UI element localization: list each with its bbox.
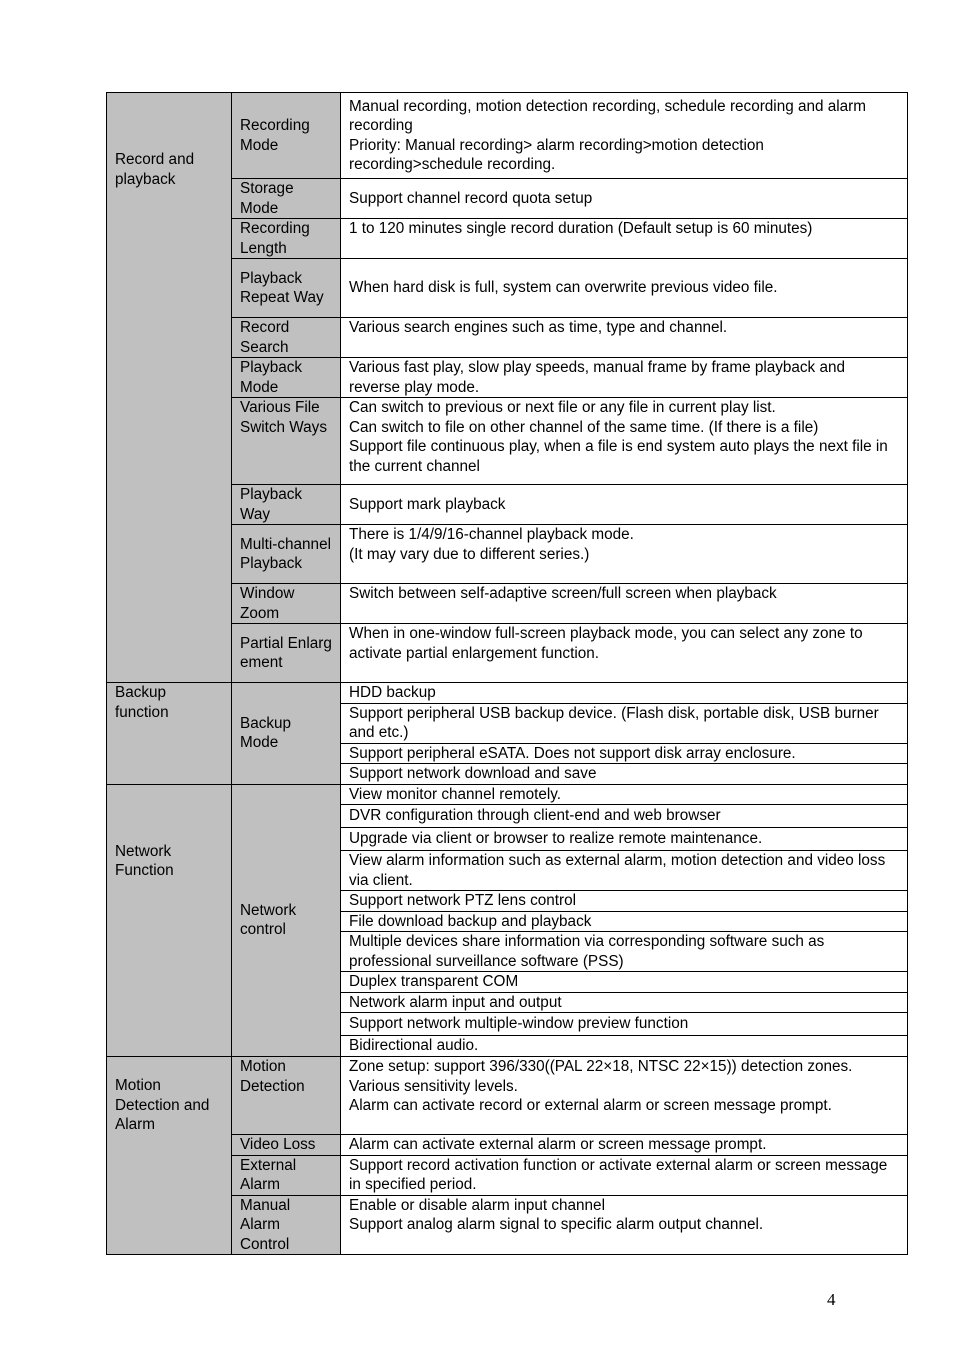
description-cell [341,1195,908,1255]
description-cell: Support network PTZ lens control [341,891,908,912]
description-cell: Support mark playback [341,485,908,525]
subcategory-cell: Network control [232,784,341,1057]
description-cell: 1 to 120 minutes single record duration (Default setup is 60 minutes) [341,219,908,259]
description-cell: Support network multiple-window preview function [341,1013,908,1036]
category-cell-motion-alarm: Motion Detection and Alarm [107,1057,232,1255]
feature-spec-table [106,92,908,1255]
description-line: (It may vary due to different series.) [349,545,590,563]
description-cell: When in one-window full-screen playback mode, you can select any zone to activate partial enlargement function. [341,624,908,683]
table-row [107,784,908,805]
description-cell [341,93,908,179]
subcategory-cell: Multi-channel Playback [232,525,341,584]
category-cell-backup: Backup function [107,683,232,785]
description-line: Support file continuous play, when a file is end system auto plays the next file in the current channel [349,438,888,475]
subcategory-cell: Recording Length [232,219,341,259]
subcategory-cell: Playback Mode [232,358,341,398]
subcategory-cell: Window Zoom [232,584,341,624]
description-line: Enable or disable alarm input channel [349,1196,605,1214]
subcategory-cell: External Alarm [232,1155,341,1195]
subcategory-cell: Manual Alarm Control [232,1195,341,1255]
description-cell: When hard disk is full, system can overwrite previous video file. [341,259,908,318]
description-line: Manual recording, motion detection recording, schedule recording and alarm recording [349,97,866,134]
description-cell [341,1057,908,1135]
description-cell: Duplex transparent COM [341,972,908,993]
description-line: Zone setup: support 396/330((PAL 22×18, NTSC 22×15)) detection zones. [349,1058,853,1075]
table-row [107,1057,908,1135]
description-cell: Support channel record quota setup [341,179,908,219]
description-cell: HDD backup [341,683,908,704]
table-row [107,93,908,179]
subcategory-cell: Backup Mode [232,683,341,785]
description-line: Various sensitivity levels. [349,1077,518,1095]
subcategory-cell: Record Search [232,318,341,358]
description-cell [341,525,908,584]
description-line: There is 1/4/9/16-channel playback mode. [349,526,634,543]
description-cell: Support peripheral USB backup device. (Flash disk, portable disk, USB burner and etc.) [341,703,908,743]
description-cell: View monitor channel remotely. [341,784,908,805]
description-cell [341,398,908,485]
subcategory-cell: Partial Enlargement [232,624,341,683]
description-line: Priority: Manual recording> alarm recording>motion detection recording>schedule recording. [349,136,764,173]
subcategory-cell: Video Loss [232,1135,341,1156]
subcategory-cell: Playback Repeat Way [232,259,341,318]
description-cell: Various search engines such as time, type and channel. [341,318,908,358]
description-cell: Support peripheral eSATA. Does not support disk array enclosure. [341,743,908,764]
description-cell: Switch between self-adaptive screen/full screen when playback [341,584,908,624]
subcategory-cell: Storage Mode [232,179,341,219]
category-cell-network: Network Function [107,784,232,1057]
description-cell: View alarm information such as external alarm, motion detection and video loss via client. [341,851,908,891]
description-cell: Upgrade via client or browser to realize remote maintenance. [341,828,908,851]
table-row [107,683,908,704]
description-line: Can switch to previous or next file or any file in current play list. [349,399,776,416]
description-cell: DVR configuration through client-end and web browser [341,805,908,828]
description-cell: Multiple devices share information via corresponding software such as professional surveillance software (PSS) [341,932,908,972]
category-cell-record-playback: Record and playback [107,93,232,683]
description-cell: Alarm can activate external alarm or screen message prompt. [341,1135,908,1156]
subcategory-cell: Motion Detection [232,1057,341,1135]
page-number: 4 [827,1290,836,1309]
description-cell [341,358,908,398]
description-line: Support analog alarm signal to specific alarm output channel. [349,1216,764,1233]
subcategory-cell: Recording Mode [232,93,341,179]
description-cell: Support network download and save [341,764,908,785]
description-line: Various fast play, slow play speeds, manual frame by frame playback and reverse play mode. [349,359,845,396]
subcategory-cell: Various File Switch Ways [232,398,341,485]
description-line: Can switch to file on other channel of the same time. (If there is a file) [349,418,819,436]
description-line: Alarm can activate record or external alarm or screen message prompt. [349,1097,832,1114]
subcategory-cell: Playback Way [232,485,341,525]
description-cell: Bidirectional audio. [341,1036,908,1057]
description-cell: Network alarm input and output [341,992,908,1013]
description-cell: Support record activation function or activate external alarm or screen message in specified period. [341,1155,908,1195]
description-cell: File download backup and playback [341,911,908,932]
